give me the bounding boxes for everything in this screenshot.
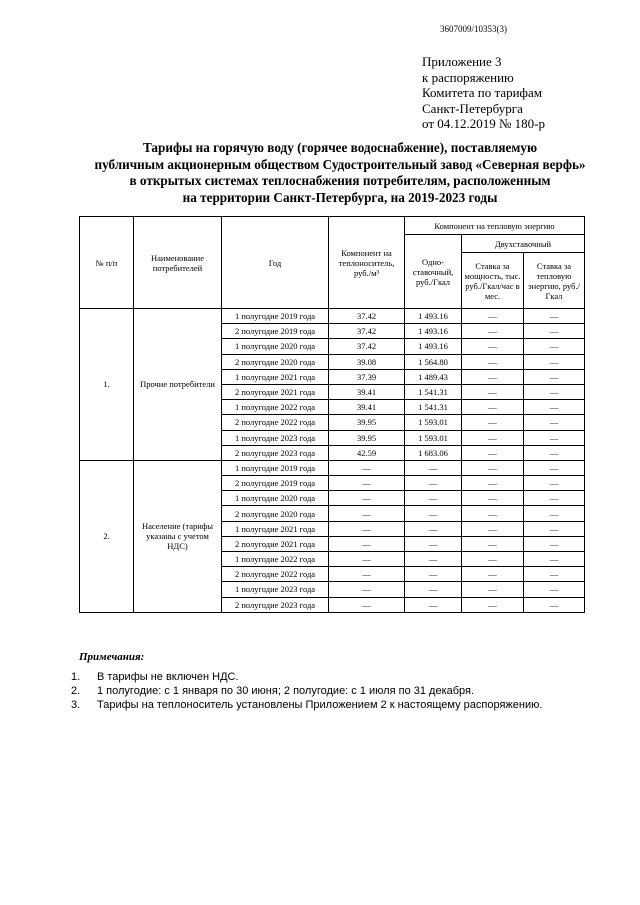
- group-number: 2.: [80, 460, 134, 612]
- single-rate-cell: —: [405, 506, 462, 521]
- capacity-rate-cell: —: [462, 369, 524, 384]
- capacity-rate-cell: —: [462, 597, 524, 612]
- capacity-rate-cell: —: [462, 309, 524, 324]
- single-rate-cell: —: [405, 491, 462, 506]
- header-energy-rate: Ставка за тепловую энергию, руб./Гкал: [524, 253, 585, 309]
- header-carrier-component: Компонент на теплоноситель, руб./м³: [329, 217, 405, 309]
- period-cell: 2 полугодие 2021 года: [222, 384, 329, 399]
- note-number: 3.: [71, 699, 81, 711]
- capacity-rate-cell: —: [462, 354, 524, 369]
- single-rate-cell: 1 541.31: [405, 384, 462, 399]
- carrier-cell: 39.41: [329, 400, 405, 415]
- period-cell: 2 полугодие 2023 года: [222, 597, 329, 612]
- document-title: [60, 140, 620, 206]
- appendix-line: Комитета по тарифам: [422, 85, 542, 100]
- capacity-rate-cell: —: [462, 445, 524, 460]
- header-year: Год: [222, 217, 329, 309]
- title-line: на территории Санкт-Петербурга, на 2019-2023 годы: [182, 189, 498, 205]
- appendix-line: Приложение 3: [422, 54, 502, 69]
- document-number: 3607009/10353(3): [440, 24, 507, 34]
- carrier-cell: 37.42: [329, 339, 405, 354]
- carrier-cell: —: [329, 597, 405, 612]
- energy-rate-cell: —: [524, 491, 585, 506]
- energy-rate-cell: —: [524, 430, 585, 445]
- single-rate-cell: 1 493.16: [405, 324, 462, 339]
- energy-rate-cell: —: [524, 476, 585, 491]
- period-cell: 1 полугодие 2019 года: [222, 460, 329, 475]
- note-item: [71, 698, 543, 712]
- period-cell: 2 полугодие 2023 года: [222, 445, 329, 460]
- period-cell: 2 полугодие 2019 года: [222, 324, 329, 339]
- period-cell: 2 полугодие 2022 года: [222, 567, 329, 582]
- appendix-block: [422, 54, 545, 132]
- carrier-cell: 39.95: [329, 415, 405, 430]
- consumer-name: Прочие потребители: [134, 309, 222, 461]
- single-rate-cell: —: [405, 582, 462, 597]
- capacity-rate-cell: —: [462, 400, 524, 415]
- period-cell: 2 полугодие 2020 года: [222, 506, 329, 521]
- energy-rate-cell: —: [524, 324, 585, 339]
- carrier-cell: —: [329, 476, 405, 491]
- period-cell: 1 полугодие 2020 года: [222, 339, 329, 354]
- carrier-cell: 42.59: [329, 445, 405, 460]
- period-cell: 1 полугодие 2021 года: [222, 521, 329, 536]
- energy-rate-cell: —: [524, 339, 585, 354]
- carrier-cell: 37.39: [329, 369, 405, 384]
- capacity-rate-cell: —: [462, 582, 524, 597]
- carrier-cell: 39.95: [329, 430, 405, 445]
- carrier-cell: 37.42: [329, 324, 405, 339]
- capacity-rate-cell: —: [462, 384, 524, 399]
- single-rate-cell: —: [405, 597, 462, 612]
- period-cell: 1 полугодие 2020 года: [222, 491, 329, 506]
- appendix-line: к распоряжению: [422, 69, 514, 85]
- note-number: 2.: [71, 685, 81, 697]
- energy-rate-cell: —: [524, 582, 585, 597]
- capacity-rate-cell: —: [462, 491, 524, 506]
- period-cell: 2 полугодие 2021 года: [222, 536, 329, 551]
- carrier-cell: 39.08: [329, 354, 405, 369]
- energy-rate-cell: —: [524, 354, 585, 369]
- carrier-cell: 39.41: [329, 384, 405, 399]
- period-cell: 1 полугодие 2023 года: [222, 582, 329, 597]
- carrier-cell: —: [329, 552, 405, 567]
- single-rate-cell: 1 593.01: [405, 430, 462, 445]
- energy-rate-cell: —: [524, 384, 585, 399]
- energy-rate-cell: —: [524, 369, 585, 384]
- period-cell: 1 полугодие 2022 года: [222, 400, 329, 415]
- energy-rate-cell: —: [524, 567, 585, 582]
- single-rate-cell: —: [405, 567, 462, 582]
- energy-rate-cell: —: [524, 445, 585, 460]
- table-row: [80, 460, 585, 475]
- capacity-rate-cell: —: [462, 552, 524, 567]
- energy-rate-cell: —: [524, 506, 585, 521]
- carrier-cell: —: [329, 567, 405, 582]
- capacity-rate-cell: —: [462, 415, 524, 430]
- period-cell: 1 полугодие 2021 года: [222, 369, 329, 384]
- note-text: 1 полугодие: с 1 января по 30 июня; 2 полугодие: с 1 июля по 31 декабря.: [97, 685, 475, 697]
- period-cell: 2 полугодие 2019 года: [222, 476, 329, 491]
- period-cell: 2 полугодие 2022 года: [222, 415, 329, 430]
- header-consumer-name: Наименование потребителей: [134, 217, 222, 309]
- single-rate-cell: 1 489.43: [405, 369, 462, 384]
- energy-rate-cell: —: [524, 552, 585, 567]
- single-rate-cell: 1 493.16: [405, 339, 462, 354]
- capacity-rate-cell: —: [462, 324, 524, 339]
- period-cell: 1 полугодие 2022 года: [222, 552, 329, 567]
- group-number: 1.: [80, 309, 134, 461]
- appendix-line: от 04.12.2019 № 180-р: [422, 116, 545, 131]
- single-rate-cell: 1 564.80: [405, 354, 462, 369]
- capacity-rate-cell: —: [462, 536, 524, 551]
- capacity-rate-cell: —: [462, 460, 524, 475]
- energy-rate-cell: —: [524, 460, 585, 475]
- title-line: публичным акционерным обществом Судостроительный завод «Северная верфь»: [94, 156, 586, 172]
- energy-rate-cell: —: [524, 415, 585, 430]
- notes-title: Примечания:: [79, 651, 145, 663]
- single-rate-cell: 1 493.16: [405, 309, 462, 324]
- energy-rate-cell: —: [524, 309, 585, 324]
- energy-rate-cell: —: [524, 521, 585, 536]
- single-rate-cell: 1 541.31: [405, 400, 462, 415]
- header-two-rate: Двухставочный: [462, 235, 585, 253]
- single-rate-cell: —: [405, 536, 462, 551]
- single-rate-cell: —: [405, 460, 462, 475]
- carrier-cell: —: [329, 536, 405, 551]
- header-capacity-rate: Ставка за мощность, тыс. руб./Гкал/час в мес.: [462, 253, 524, 309]
- period-cell: 2 полугодие 2020 года: [222, 354, 329, 369]
- notes-list: [71, 670, 543, 712]
- capacity-rate-cell: —: [462, 430, 524, 445]
- period-cell: 1 полугодие 2019 года: [222, 309, 329, 324]
- carrier-cell: —: [329, 491, 405, 506]
- single-rate-cell: —: [405, 521, 462, 536]
- note-text: Тарифы на теплоноситель установлены Приложением 2 к настоящему распоряжению.: [97, 699, 543, 711]
- single-rate-cell: 1 593.01: [405, 415, 462, 430]
- note-number: 1.: [71, 671, 81, 683]
- header-single-rate: Одно-ставочный, руб./Гкал: [405, 235, 462, 309]
- capacity-rate-cell: —: [462, 476, 524, 491]
- header-num: № п/п: [80, 217, 134, 309]
- consumer-name: Население (тарифы указаны с учетом НДС): [134, 460, 222, 612]
- table-row: [80, 309, 585, 324]
- note-item: [71, 670, 542, 684]
- note-item: [71, 684, 542, 698]
- appendix-line: Санкт-Петербурга: [422, 100, 523, 116]
- carrier-cell: —: [329, 582, 405, 597]
- tariff-table: [79, 216, 585, 613]
- header-energy-component: Компонент на тепловую энергию: [405, 217, 585, 235]
- single-rate-cell: —: [405, 552, 462, 567]
- single-rate-cell: —: [405, 476, 462, 491]
- carrier-cell: —: [329, 521, 405, 536]
- capacity-rate-cell: —: [462, 339, 524, 354]
- energy-rate-cell: —: [524, 597, 585, 612]
- single-rate-cell: 1 683.06: [405, 445, 462, 460]
- tariff-table-body: [80, 309, 585, 613]
- carrier-cell: 37.42: [329, 309, 405, 324]
- title-line: Тарифы на горячую воду (горячее водоснабжение), поставляемую: [142, 140, 538, 155]
- carrier-cell: —: [329, 506, 405, 521]
- capacity-rate-cell: —: [462, 506, 524, 521]
- energy-rate-cell: —: [524, 536, 585, 551]
- title-line: в открытых системах теплоснабжения потребителям, расположенным: [129, 173, 551, 188]
- carrier-cell: —: [329, 460, 405, 475]
- note-text: В тарифы не включен НДС.: [97, 671, 239, 683]
- capacity-rate-cell: —: [462, 567, 524, 582]
- period-cell: 1 полугодие 2023 года: [222, 430, 329, 445]
- energy-rate-cell: —: [524, 400, 585, 415]
- capacity-rate-cell: —: [462, 521, 524, 536]
